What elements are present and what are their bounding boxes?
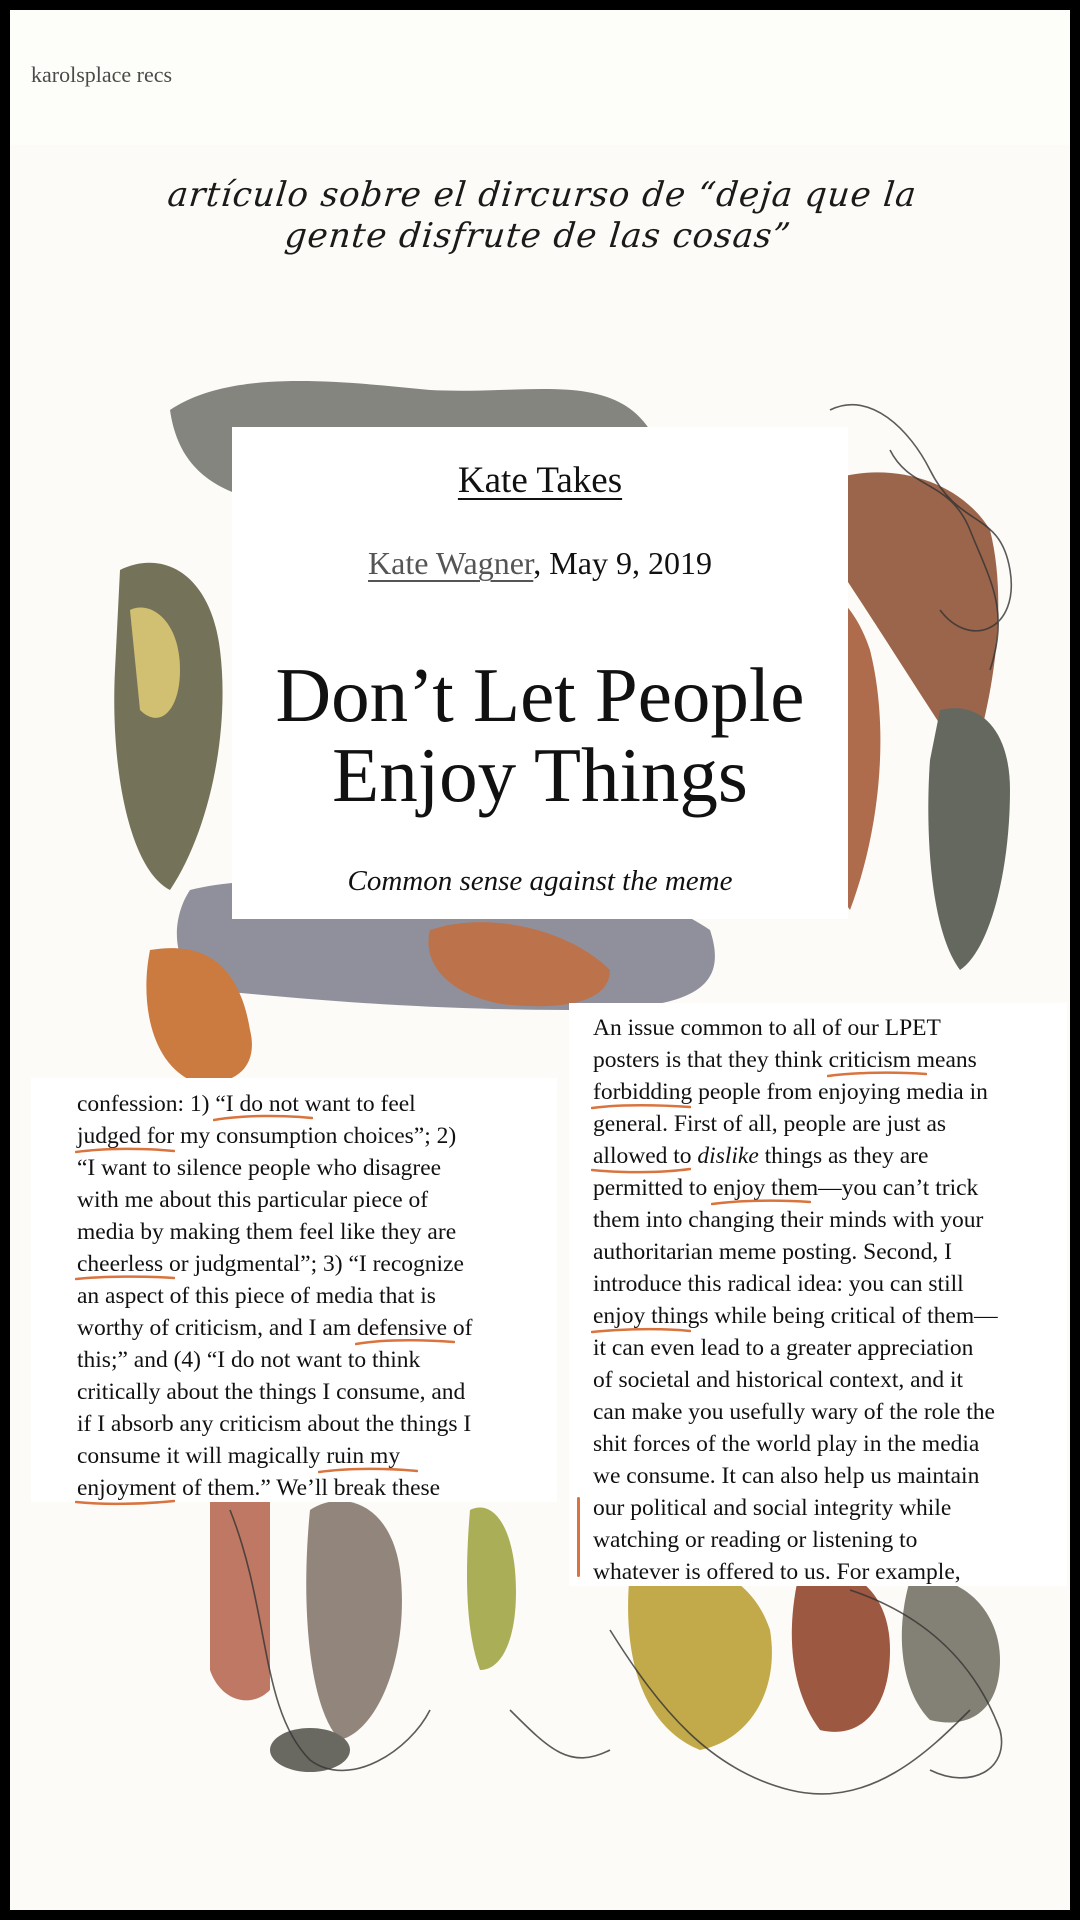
caption-line-2: gente disfrute de las cosas” <box>282 216 793 256</box>
excerpt-line: this;” and (4) “I do not want to think <box>77 1347 421 1373</box>
article-subtitle: Common sense against the meme <box>347 865 733 897</box>
excerpt-line: cheerless or judgmental ”; 3) “I recognize <box>77 1251 464 1277</box>
story-canvas <box>10 10 1070 1910</box>
excerpt-line: if I absorb any criticism about the things I <box>77 1411 472 1437</box>
excerpt-line: it can even lead to a greater appreciation <box>593 1335 974 1361</box>
publication-name[interactable]: Kate Takes <box>457 460 623 501</box>
publish-date: , May 9, 2019 <box>533 545 712 581</box>
article-header-card <box>232 427 848 919</box>
excerpt-line: confession: 1) “I do not want to feel <box>77 1089 416 1121</box>
excerpt-line: media by making them feel like they are <box>77 1219 457 1245</box>
excerpt-line: allowed to dislike things as they are <box>593 1141 928 1173</box>
excerpt-line: “I want to silence people who disagree <box>77 1155 442 1181</box>
excerpt-line: can make you usefully wary of the role the <box>593 1399 995 1425</box>
excerpt-line: introduce this radical idea: you can still <box>593 1271 964 1297</box>
excerpt-line: we consume. It can also help us maintain <box>593 1463 980 1489</box>
excerpt-line: forbidding people from enjoying media in <box>593 1077 988 1109</box>
caption-line-1: artículo sobre el dircurso de “deja que la <box>165 175 919 215</box>
excerpt-line: judged for my consumption choices”; 2) <box>77 1121 456 1153</box>
excerpt-line: of societal and historical context, and it <box>593 1367 964 1393</box>
author-link[interactable]: Kate Wagner <box>368 545 534 581</box>
watercolor-background-art <box>10 10 1070 1910</box>
brand-label: karolsplace recs <box>31 62 173 87</box>
excerpt-line: posters is that they think criticism means <box>593 1045 977 1077</box>
excerpt-line: An issue common to all of our LPET <box>593 1015 941 1041</box>
excerpt-line: them into changing their minds with your <box>593 1207 984 1233</box>
excerpt-line: our political and social integrity while <box>593 1495 952 1521</box>
left-excerpt-card <box>31 1078 557 1502</box>
excerpt-line: shit forces of the world play in the media <box>593 1431 980 1457</box>
excerpt-line: critically about the things I consume, and <box>77 1379 466 1405</box>
byline <box>232 545 848 582</box>
handwritten-caption <box>46 175 1035 257</box>
excerpt-line: an aspect of this piece of media that is <box>77 1283 436 1309</box>
excerpt-line: enjoyment of them.” We’ll break these <box>77 1473 440 1505</box>
excerpt-line: worthy of criticism, and I am defensive of <box>77 1313 472 1345</box>
excerpt-line: enjoy things while being critical of them — <box>593 1301 998 1333</box>
quote-margin-mark <box>577 1497 580 1577</box>
article-headline: Don’t Let People Enjoy Things <box>275 652 805 818</box>
excerpt-line: consume it will magically ruin my <box>77 1441 400 1473</box>
excerpt-line: whatever is offered to us. For example, <box>593 1559 961 1585</box>
right-excerpt-card <box>569 1003 1067 1586</box>
excerpt-line: with me about this particular piece of <box>77 1187 429 1213</box>
excerpt-line: permitted to enjoy them —you can’t trick <box>593 1173 978 1205</box>
excerpt-line: authoritarian meme posting. Second, I <box>593 1239 952 1265</box>
excerpt-line: general. First of all, people are just as <box>593 1111 947 1137</box>
excerpt-line: watching or reading or listening to <box>593 1527 918 1553</box>
